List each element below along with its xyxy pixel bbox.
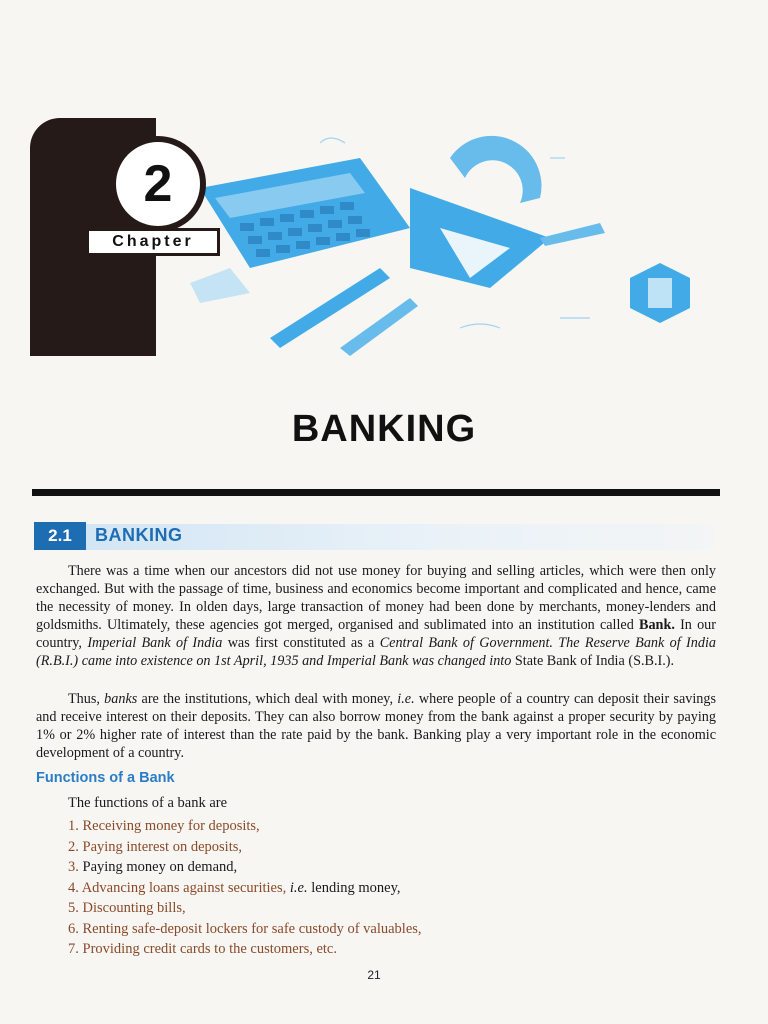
list-item <box>68 816 422 837</box>
p1-text-a: There was a time when our ancestors did not use money for buying and selling articles, which were then only exchanged. But with the passage of time, business and economics become important and complicated and hence, came the necessity of money. In olden days, large transaction of money had been done by merchants, money-lenders and goldsmiths. Ultimately, these agencies got merged, organised and sublimated into an institution called <box>36 563 716 633</box>
item-text: Advancing loans against securities, <box>81 879 290 896</box>
item-text: Paying money on demand, <box>82 859 238 875</box>
item-number: 7. <box>68 941 79 957</box>
list-item <box>68 939 422 960</box>
chapter-title: BANKING <box>291 408 477 450</box>
chapter-number-circle <box>110 136 206 232</box>
item-text: Renting safe-deposit lockers for safe custody of valuables, <box>82 920 422 937</box>
item-number: 3. <box>68 859 79 875</box>
item-text-2: lending money, <box>307 879 401 896</box>
section-number: 2.1 <box>34 522 86 550</box>
p2-text-c: where people of a country can deposit their savings and receive interest on their deposits. They can also borrow money from the bank against a proper security by paying 1% or 2% higher rate of interest than the rate paid by the bank. Banking play a very important role in the economic development of a country. <box>36 691 716 761</box>
p2-text-b: are the institutions, which deal with money, <box>137 691 398 707</box>
section-title: BANKING <box>95 525 183 545</box>
functions-intro: The functions of a bank are <box>68 795 228 811</box>
list-item <box>68 878 422 899</box>
p1-text-b: In our country, <box>36 617 716 651</box>
functions-list <box>68 816 422 960</box>
chapter-number: 2 <box>143 155 173 213</box>
item-number: 2. <box>68 838 79 855</box>
p1-bold-bank: Bank. <box>639 617 675 633</box>
p2-italic-banks: banks <box>104 691 138 707</box>
list-item <box>68 857 422 878</box>
p1-italic-rbi: Central Bank of Government. The Reserve Bank of India (R.B.I.) came into existence on 1st April, 1935 and Imperial Bank was changed into <box>36 635 716 669</box>
list-item <box>68 898 422 919</box>
item-number: 5. <box>68 900 79 916</box>
item-italic: i.e. <box>289 879 308 896</box>
item-text: Paying interest on deposits, <box>82 838 242 855</box>
item-number: 6. <box>68 920 79 937</box>
page-number: 21 <box>367 968 381 982</box>
list-item <box>68 919 422 940</box>
p2-italic-ie: i.e. <box>397 691 415 707</box>
item-text: Providing credit cards to the customers, etc. <box>82 941 337 957</box>
item-number: 4. <box>68 879 79 896</box>
functions-heading: Functions of a Bank <box>36 770 175 786</box>
p1-italic-imperial: Imperial Bank of India <box>87 635 223 651</box>
item-text: Receiving money for deposits, <box>82 818 260 834</box>
p1-text-c: was first constituted as a <box>222 635 380 651</box>
paragraph-intro <box>36 562 716 670</box>
chapter-illustration <box>160 118 730 368</box>
title-divider <box>32 489 720 496</box>
paragraph-definition <box>36 690 716 762</box>
p1-text-d: State Bank of India (S.B.I.). <box>511 653 675 669</box>
list-item <box>68 837 422 858</box>
chapter-banner <box>30 118 730 368</box>
chapter-label: Chapter <box>86 228 220 256</box>
item-text: Discounting bills, <box>82 900 186 916</box>
item-number: 1. <box>68 818 79 834</box>
p2-text-a: Thus, <box>68 691 105 707</box>
